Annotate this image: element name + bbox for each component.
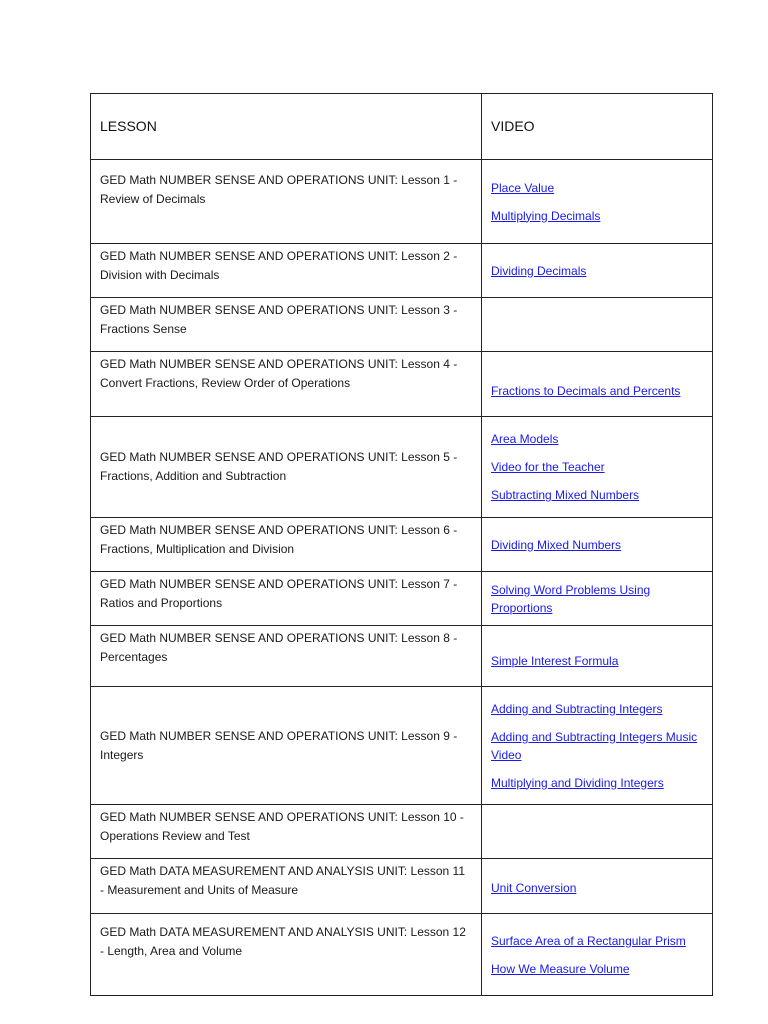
lesson-cell: GED Math DATA MEASUREMENT AND ANALYSIS UNIT: Lesson 12 - Length, Area and Volume	[91, 914, 482, 996]
video-cell	[482, 352, 713, 417]
video-cell	[482, 518, 713, 572]
video-link-place-value[interactable]: Place Value	[491, 180, 555, 195]
video-cell	[482, 914, 713, 996]
video-cell	[482, 572, 713, 626]
table-row	[91, 518, 713, 572]
table-row	[91, 298, 713, 352]
video-link-how-we-measure-volume[interactable]: How We Measure Volume	[491, 961, 630, 976]
lesson-column-header: LESSON	[91, 94, 482, 160]
video-link-solving-word-problems-using-proportions[interactable]: Solving Word Problems Using Proportions	[491, 582, 651, 615]
table-row	[91, 687, 713, 805]
video-link-multiplying-and-dividing-integers[interactable]: Multiplying and Dividing Integers	[491, 775, 664, 790]
video-link-adding-and-subtracting-integers-music-video[interactable]: Adding and Subtracting Integers Music Video	[491, 729, 698, 762]
video-link-area-models[interactable]: Area Models	[491, 432, 559, 446]
video-cell-empty	[482, 805, 713, 859]
table-row	[91, 352, 713, 417]
lesson-cell: GED Math DATA MEASUREMENT AND ANALYSIS UNIT: Lesson 11 - Measurement and Units of Measure	[91, 859, 482, 914]
video-cell	[482, 626, 713, 687]
lesson-cell: GED Math NUMBER SENSE AND OPERATIONS UNIT: Lesson 8 - Percentages	[91, 626, 482, 687]
table-row	[91, 914, 713, 996]
video-link-dividing-mixed-numbers[interactable]: Dividing Mixed Numbers	[491, 537, 622, 552]
lesson-cell: GED Math NUMBER SENSE AND OPERATIONS UNIT: Lesson 10 - Operations Review and Test	[91, 805, 482, 859]
video-cell	[482, 687, 713, 805]
table-row	[91, 859, 713, 914]
table-row	[91, 244, 713, 298]
lesson-cell: GED Math NUMBER SENSE AND OPERATIONS UNIT: Lesson 3 - Fractions Sense	[91, 298, 482, 352]
lesson-cell: GED Math NUMBER SENSE AND OPERATIONS UNIT: Lesson 5 - Fractions, Addition and Subtraction	[91, 417, 482, 518]
video-link-unit-conversion[interactable]: Unit Conversion	[491, 881, 577, 895]
video-cell	[482, 160, 713, 244]
lesson-cell: GED Math NUMBER SENSE AND OPERATIONS UNIT: Lesson 1 - Review of Decimals	[91, 160, 482, 244]
video-link-surface-area-of-a-rectangular-prism[interactable]: Surface Area of a Rectangular Prism	[491, 933, 686, 948]
video-link-video-for-the-teacher[interactable]: Video for the Teacher	[491, 460, 605, 474]
lesson-cell: GED Math NUMBER SENSE AND OPERATIONS UNIT: Lesson 2 - Division with Decimals	[91, 244, 482, 298]
lesson-cell: GED Math NUMBER SENSE AND OPERATIONS UNIT: Lesson 6 - Fractions, Multiplication and Division	[91, 518, 482, 572]
table-row	[91, 805, 713, 859]
video-cell-empty	[482, 298, 713, 352]
video-cell	[482, 244, 713, 298]
lesson-cell: GED Math NUMBER SENSE AND OPERATIONS UNIT: Lesson 4 - Convert Fractions, Review Order of Operations	[91, 352, 482, 417]
table-header-row	[91, 94, 713, 160]
video-cell	[482, 859, 713, 914]
video-cell	[482, 417, 713, 518]
video-link-subtracting-mixed-numbers[interactable]: Subtracting Mixed Numbers	[491, 488, 640, 502]
video-link-simple-interest-formula[interactable]: Simple Interest Formula	[491, 654, 619, 668]
lesson-video-table	[90, 93, 713, 996]
video-link-dividing-decimals[interactable]: Dividing Decimals	[491, 263, 587, 278]
table-row	[91, 626, 713, 687]
lesson-cell: GED Math NUMBER SENSE AND OPERATIONS UNIT: Lesson 7 - Ratios and Proportions	[91, 572, 482, 626]
video-link-multiplying-decimals[interactable]: Multiplying Decimals	[491, 208, 601, 223]
video-link-fractions-to-decimals-and-percents[interactable]: Fractions to Decimals and Percents	[491, 384, 681, 398]
video-column-header: VIDEO	[482, 94, 713, 160]
lesson-cell: GED Math NUMBER SENSE AND OPERATIONS UNIT: Lesson 9 - Integers	[91, 687, 482, 805]
table-row	[91, 160, 713, 244]
table-row	[91, 417, 713, 518]
table-row	[91, 572, 713, 626]
video-link-adding-and-subtracting-integers[interactable]: Adding and Subtracting Integers	[491, 701, 663, 716]
